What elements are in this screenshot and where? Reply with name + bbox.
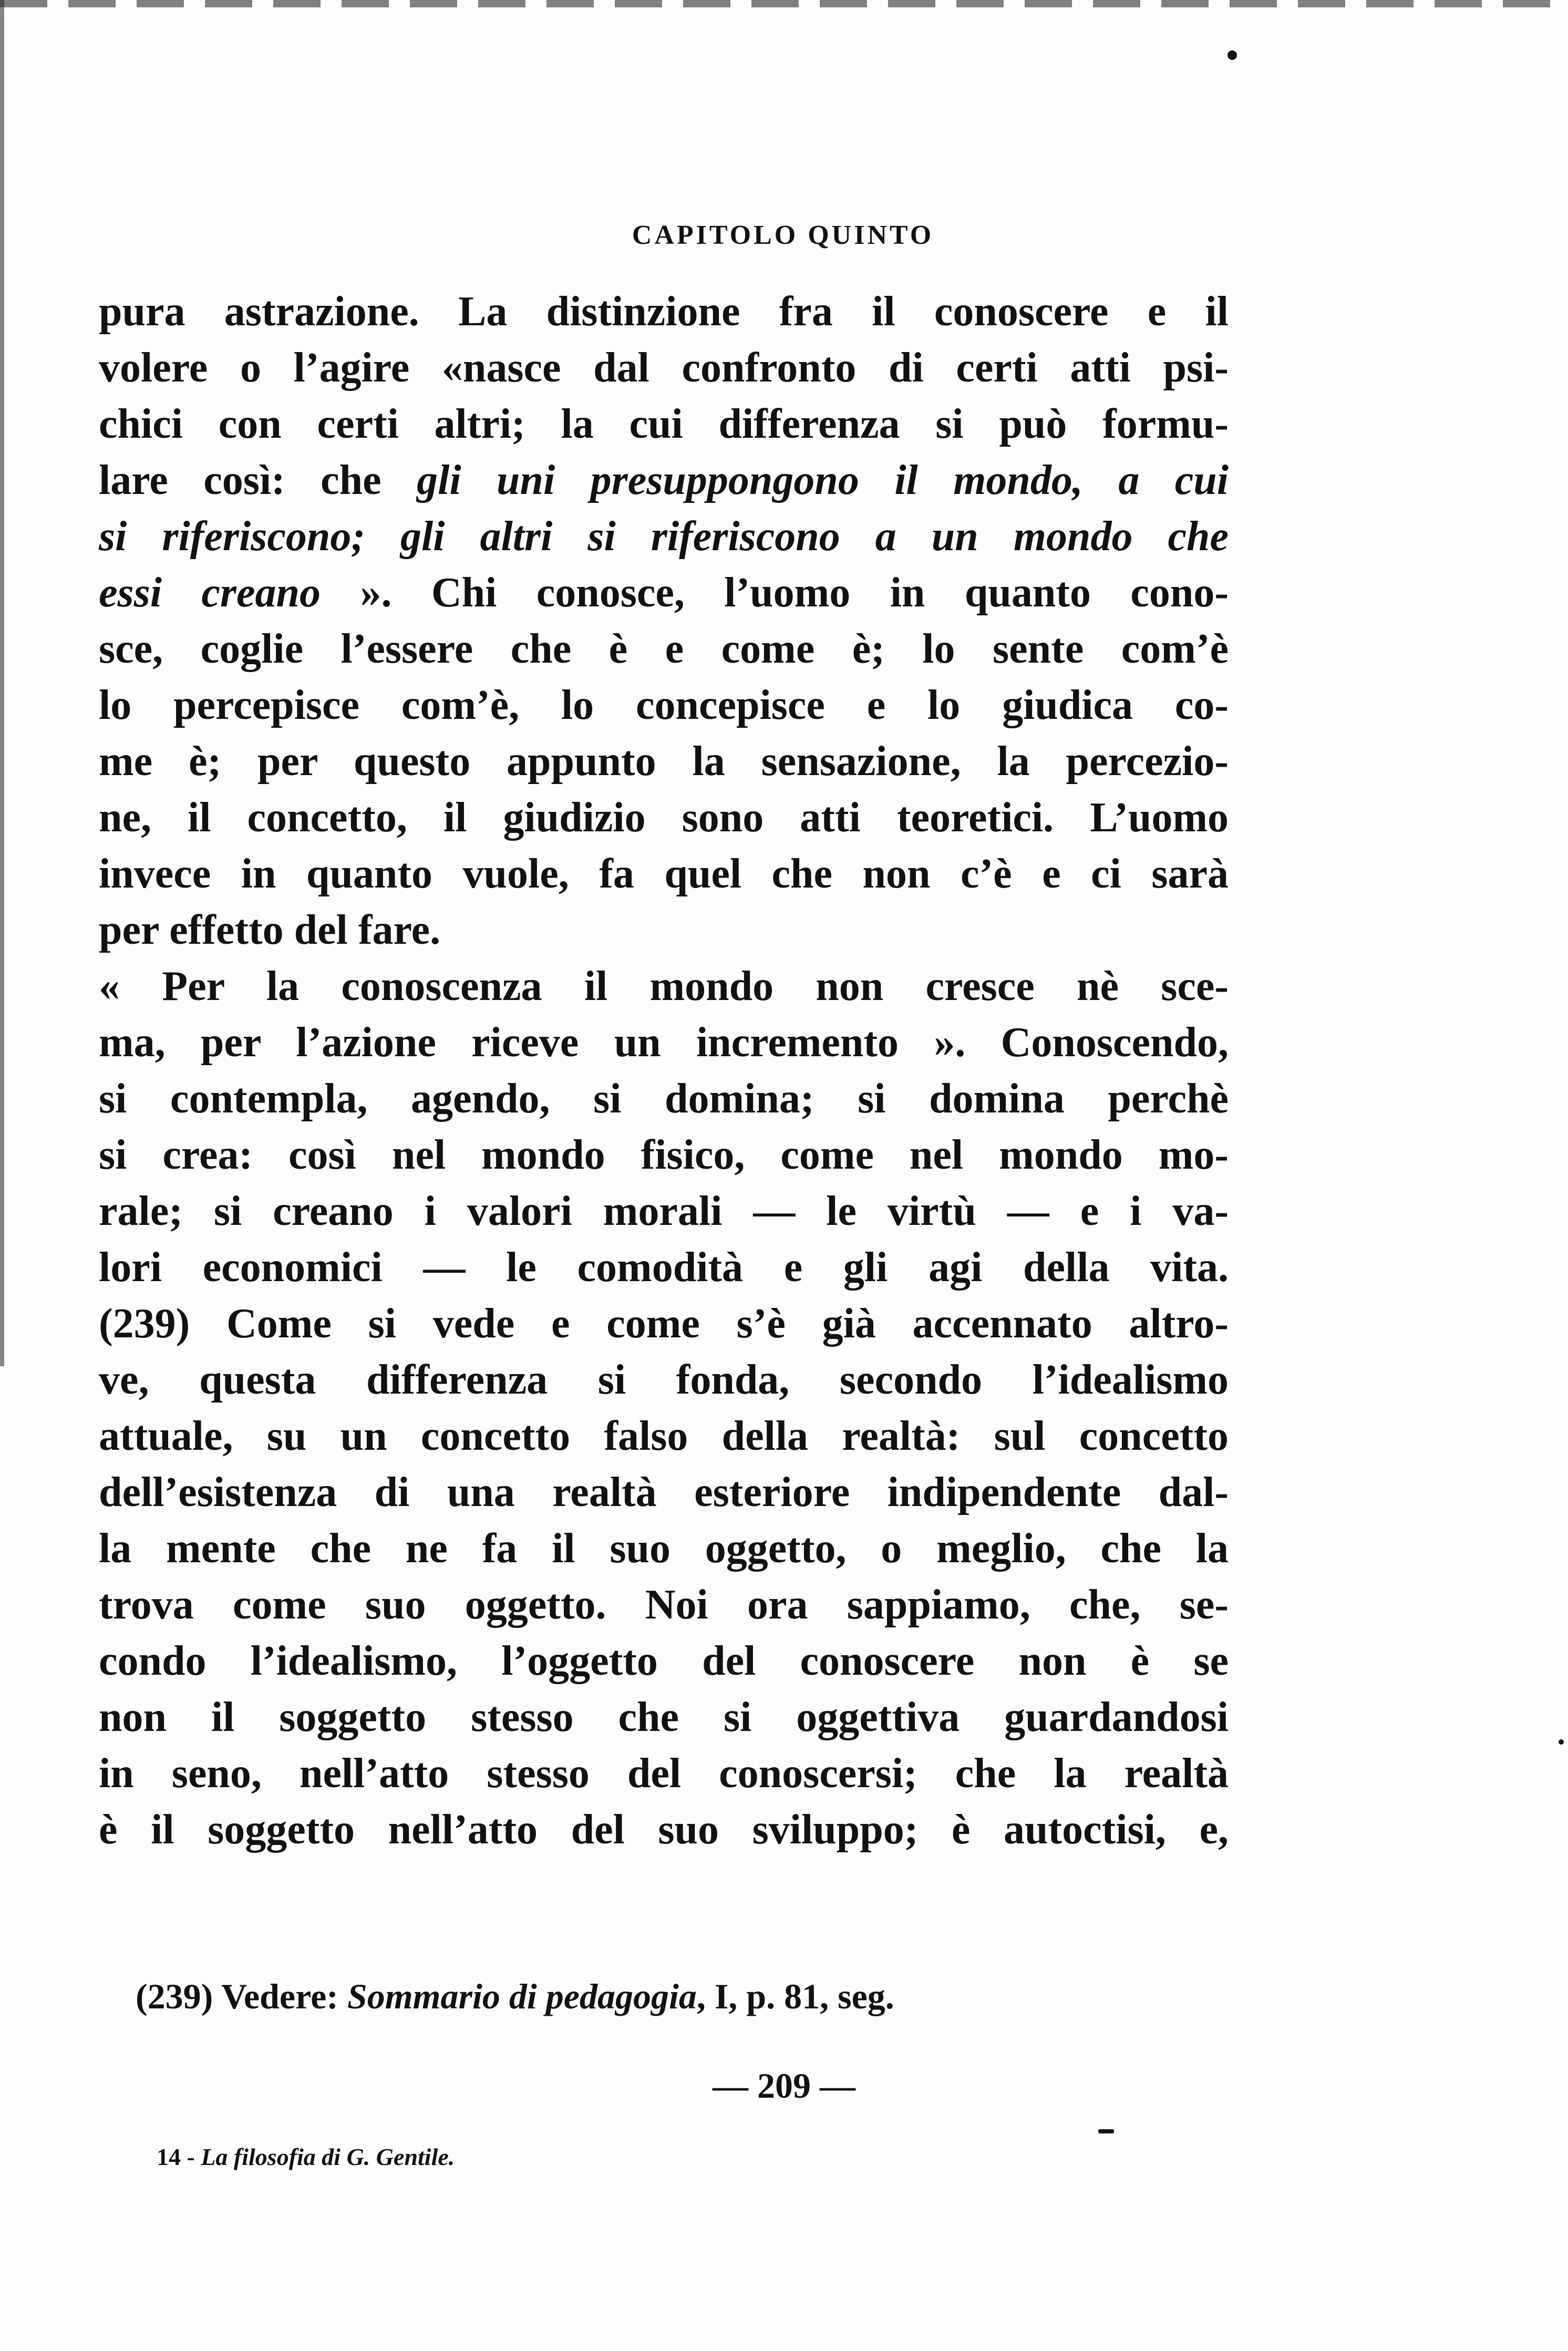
body-text <box>99 284 1229 1858</box>
text-line: essi creano ». Chi conosce, l’uomo in quanto cono- <box>99 570 1229 616</box>
text-line: invece in quanto vuole, fa quel che non c’è e ci sarà <box>99 851 1229 897</box>
text-line: sce, coglie l’essere che è e come è; lo sente com’è <box>99 626 1229 672</box>
scan-speck <box>1098 2129 1114 2133</box>
text-line: si riferiscono; gli altri si riferiscono a un mondo che <box>99 513 1229 560</box>
signature-mark: 14 - La filosofia di G. Gentile. <box>157 2143 455 2170</box>
text-line: si crea: così nel mondo fisico, come nel mondo mo- <box>99 1132 1229 1178</box>
text-line: trova come suo oggetto. Noi ora sappiamo, che, se- <box>99 1582 1229 1628</box>
footnote-marker: (239) <box>136 1976 213 2016</box>
text-line: (239) Come si vede e come s’è già accennato altro- <box>99 1301 1229 1347</box>
text-line: rale; si creano i valori morali — le virtù — e i va- <box>99 1188 1229 1234</box>
text-line: lori economici — le comodità e gli agi della vita. <box>99 1244 1229 1291</box>
text-line: chici con certi altri; la cui differenza si può formu- <box>99 401 1229 447</box>
text-line: pura astrazione. La distinzione fra il conoscere e il <box>99 288 1229 335</box>
text-line: lare così: che gli uni presuppongono il mondo, a cui <box>99 457 1229 503</box>
text-line: è il soggetto nell’atto del suo sviluppo; è autoctisi, e, <box>99 1807 1229 1853</box>
text-line: « Per la conoscenza il mondo non cresce nè sce- <box>99 963 1229 1009</box>
text-line: dell’esistenza di una realtà esteriore indipendente dal- <box>99 1469 1229 1515</box>
text-line: volere o l’agire «nasce dal confronto di certi atti psi- <box>99 345 1229 391</box>
text-line: me è; per questo appunto la sensazione, la percezio- <box>99 738 1229 785</box>
text-line: la mente che ne fa il suo oggetto, o meglio, che la <box>99 1525 1229 1572</box>
scan-top-edge <box>0 0 1568 7</box>
scan-speck <box>1227 50 1237 60</box>
text-line: ne, il concetto, il giudizio sono atti teoretici. L’uomo <box>99 795 1229 841</box>
scan-left-edge <box>0 0 4 1366</box>
footnote-title: Sommario di pedagogia <box>347 1976 697 2016</box>
text-line: per effetto del fare. <box>99 907 441 953</box>
footnote: (239) Vedere: Sommario di pedagogia, I, p. 81, seg. <box>136 1976 894 2016</box>
text-line: condo l’idealismo, l’oggetto del conoscere non è se <box>99 1638 1229 1684</box>
text-line: in seno, nell’atto stesso del conoscersi; che la realtà <box>99 1750 1229 1797</box>
running-head: CAPITOLO QUINTO <box>632 220 934 250</box>
text-line: lo percepisce com’è, lo concepisce e lo giudica co- <box>99 682 1229 728</box>
scan-speck <box>1559 1739 1564 1745</box>
text-line: si contempla, agendo, si domina; si domina perchè <box>99 1076 1229 1122</box>
text-line: ma, per l’azione riceve un incremento ». Conoscendo, <box>99 1019 1229 1066</box>
text-line: ve, questa differenza si fonda, secondo l’idealismo <box>99 1357 1229 1403</box>
text-line: attuale, su un concetto falso della realtà: sul concetto <box>99 1413 1229 1459</box>
text-line: non il soggetto stesso che si oggettiva guardandosi <box>99 1694 1229 1740</box>
page-number: — 209 — <box>713 2066 855 2106</box>
